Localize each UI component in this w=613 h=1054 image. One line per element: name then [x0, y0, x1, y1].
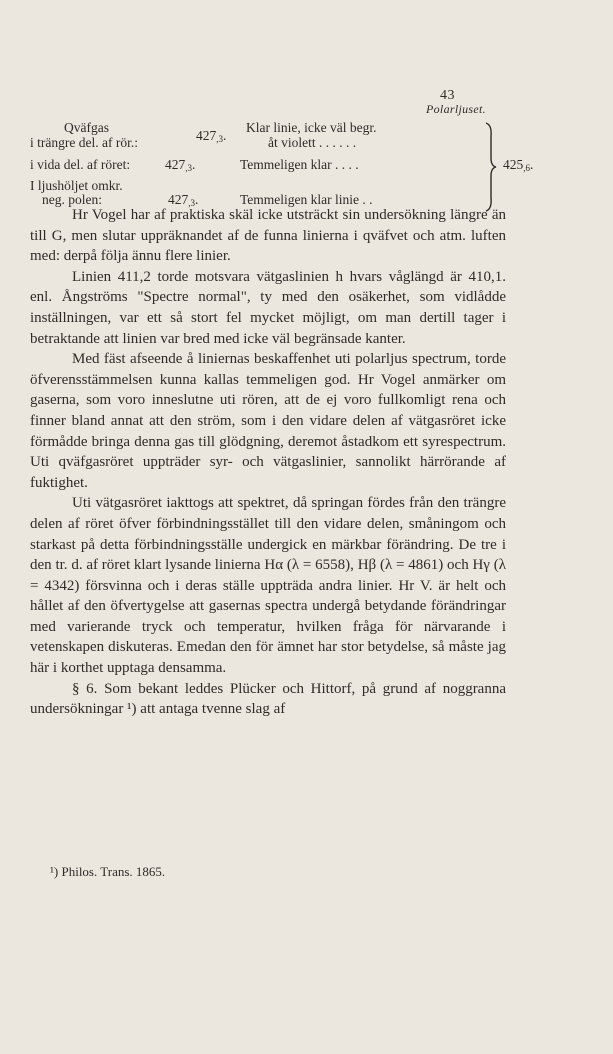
paragraph-2: Linien 411,2 torde motsvara vätgaslinien h hvars våglängd är 410,1. enl. Ångströms "Spectre normal", ty med den osäkerhet, som vidlådde inställningen, var ett så stort fel mycket möjligt, om man dertill tager i betraktande att linien var bred med icke väl begränsade kanter. — [30, 268, 506, 347]
table-row1-location: i trängre del. af rör.: — [30, 135, 138, 150]
table-row1-description-a: Klar linie, icke väl begr. — [246, 120, 377, 135]
table-row1-description-b: åt violett . . . . . . — [268, 135, 357, 150]
right-brace-icon — [485, 122, 497, 212]
table-row3-description: Temmeligen klar linie . . — [240, 192, 373, 207]
page-number: 43 — [440, 88, 455, 103]
running-header: Polarljuset. — [426, 102, 486, 116]
grouped-value: $425_{,6}$. — [503, 157, 534, 173]
paragraph-1: Hr Vogel har af praktiska skäl icke utsträckt sin undersökning längre än till G, men slutar uppräknandet af de funna linierna i qväfvet och atm. luften med: derpå följa ännu flere linier. — [30, 207, 506, 265]
table-row2-location: i vida del. af röret: — [30, 157, 131, 172]
table-row3-location-a: I ljushöljet omkr. — [30, 178, 123, 193]
table-row1-value: $427_{,3}$. — [196, 128, 227, 144]
table-row2-value: $427_{,3}$. — [165, 157, 196, 173]
paragraph-5: § 6. Som bekant leddes Plücker och Hittorf, på grund af noggranna undersökningar ¹) att antaga tvenne slag af — [30, 680, 506, 718]
body-text — [30, 205, 506, 720]
table-row3-value: $427_{,3}$. — [168, 192, 199, 208]
table-row2-description: Temmeligen klar . . . . — [240, 157, 359, 172]
paragraph-3: Med fäst afseende å liniernas beskaffenhet uti polarljus spectrum, torde öfverensstämmelsen kunna kallas temmeligen god. Hr Vogel anmärker om gaserna, som voro inneslutne uti rören, att de ej voro fullkomligt rena och finner bland annat att den ström, som i den vidare delen af vätgasröret icke förmådde bringa denna gas till glödgning, deremot åstadkom ett syrespectrum. Uti qväfgasröret uppträder syr- och vätgaslinier, sannolikt härrörande af fuktighet. — [30, 351, 506, 491]
footnote: ¹) Philos. Trans. 1865. — [50, 864, 166, 879]
table-row1-gas-label: Qväfgas — [64, 120, 109, 135]
paragraph-4: Uti vätgasröret iakttogs att spektret, då springan fördes från den trängre delen af röret öfver förbindningsstället till den vidare delen, småningom och starkast på detta förbindningsställe undergick en märkbar förändring. De tre i den tr. d. af röret klart lysande linierna Hα (λ = 6558), Hβ (λ = 4861) och Hγ (λ = 4342) försvinna och i deras ställe uppträda andra linier. Hr V. är helt och hållet af den öfvertygelse att gasernas spectra undergå betydande förändringar med varierande tryck och temperatur, hvilken fråga för närvarande i vetenskapen diskuteras. Emedan den för ämnet har stor betydelse, så måste jag här i korthet upptaga densamma. — [30, 495, 506, 677]
table-row3-location-b: neg. polen: — [42, 192, 102, 207]
